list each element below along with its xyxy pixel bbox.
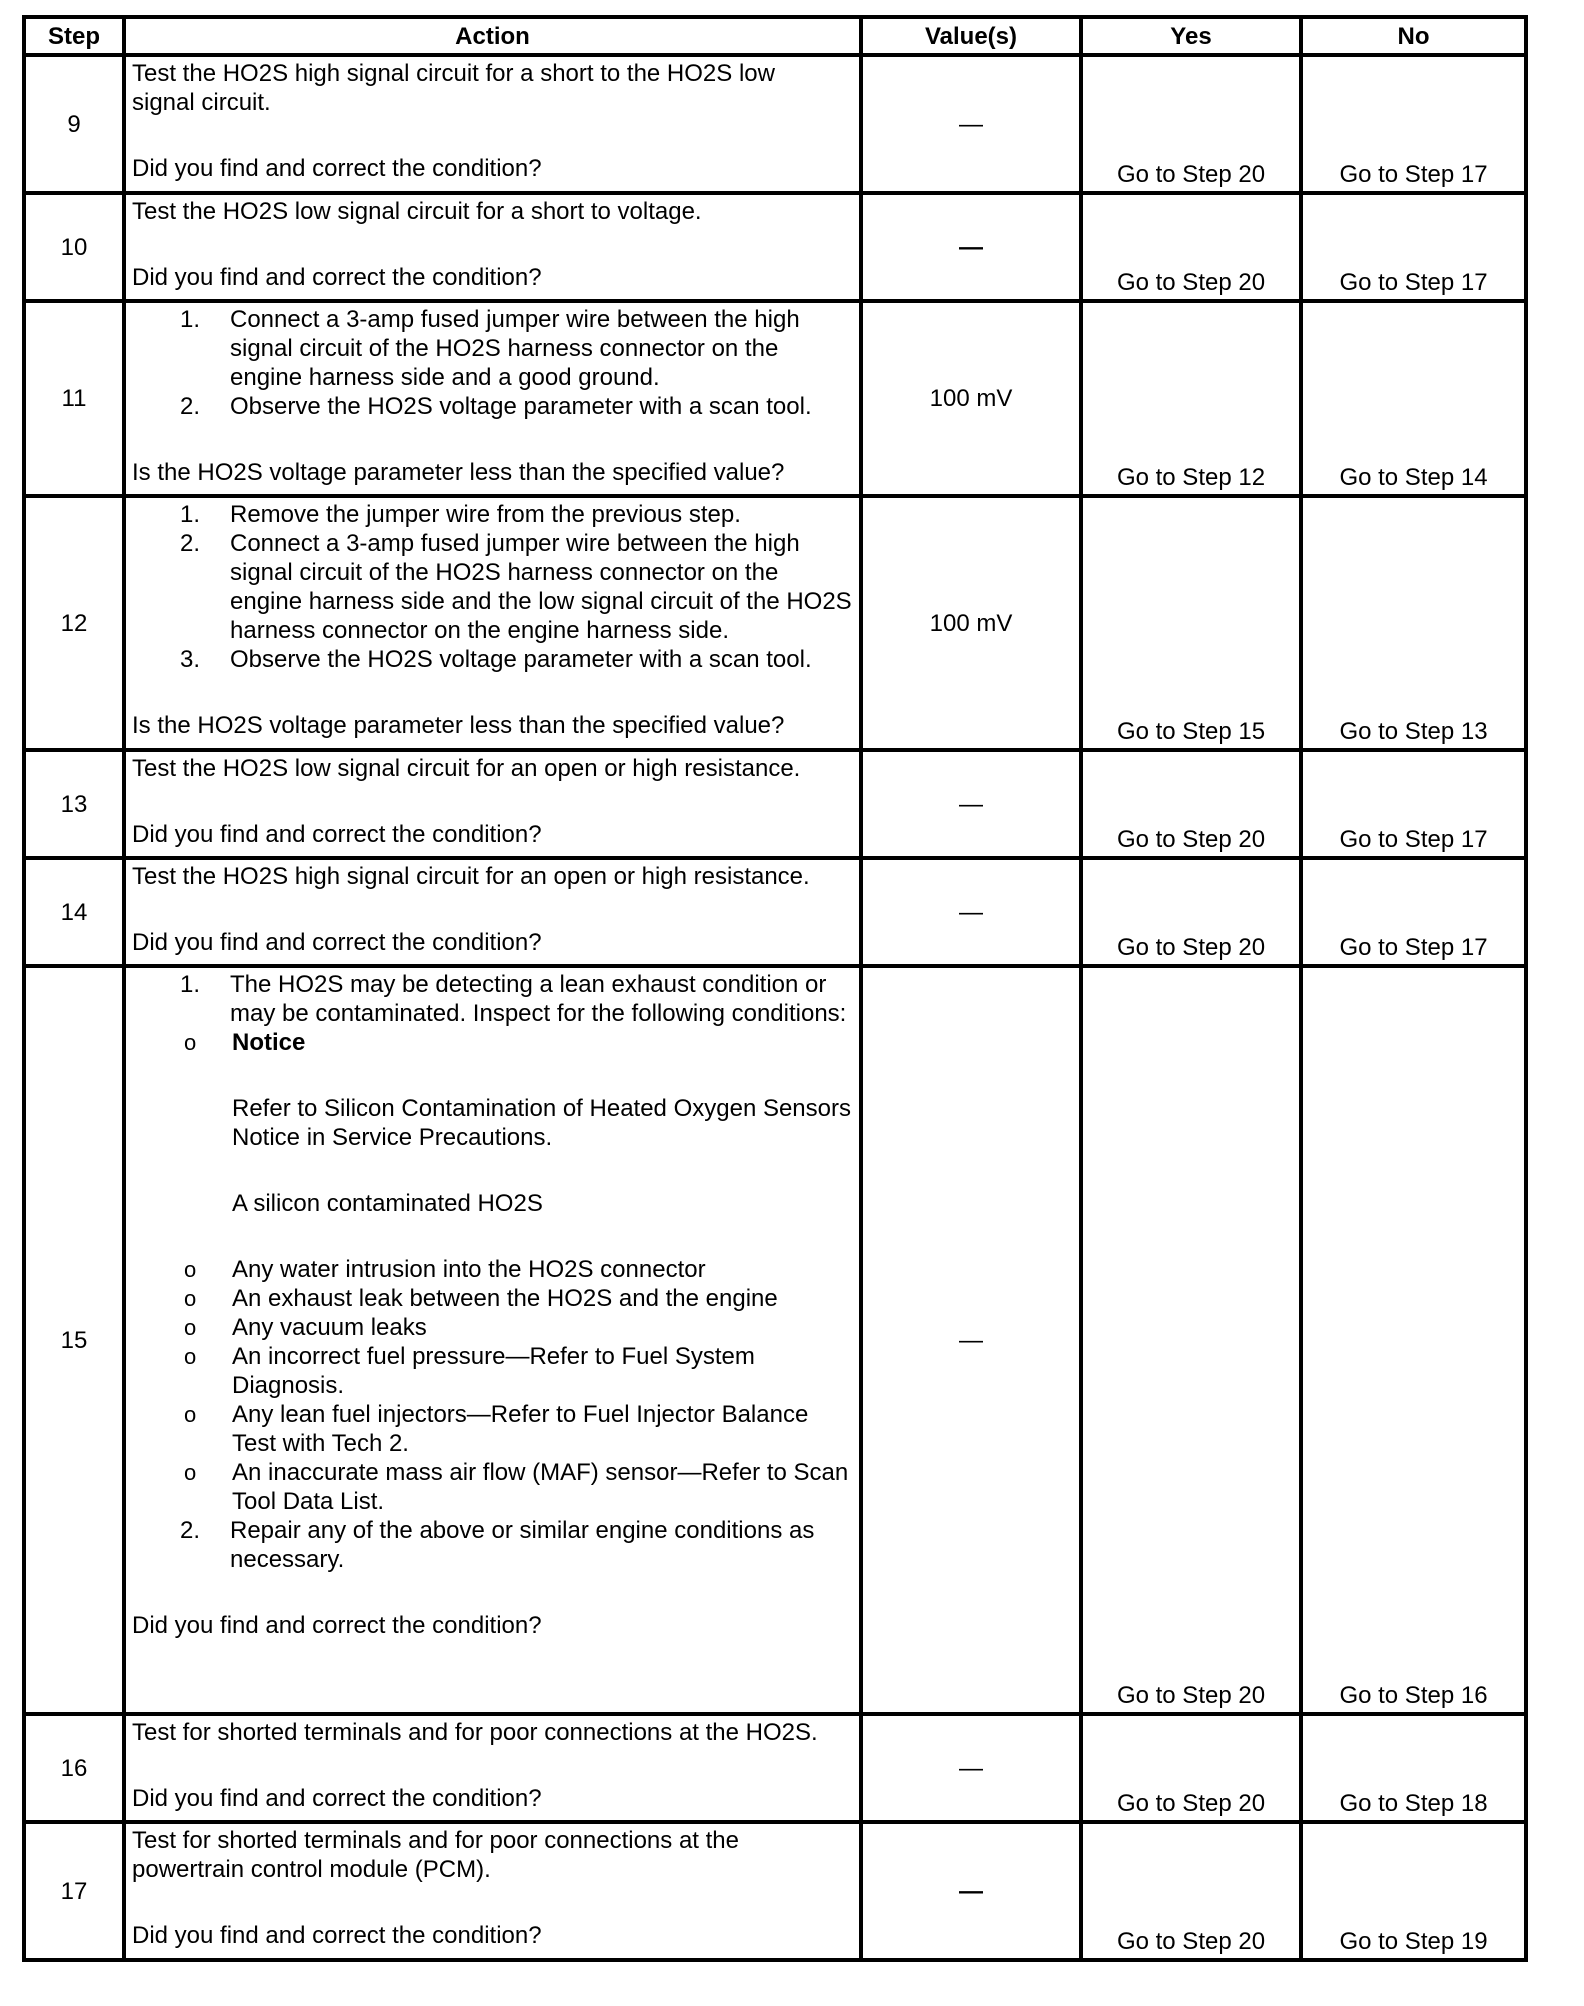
no-cell: Go to Step 14 [1301, 301, 1526, 496]
yes-cell: Go to Step 20 [1081, 1822, 1301, 1960]
action-question: Did you find and correct the condition? [132, 929, 542, 956]
header-yes: Yes [1081, 17, 1301, 55]
list-item: o Any vacuum leaks [184, 1314, 427, 1341]
value-cell: — [861, 858, 1081, 966]
table-row-step-16 [24, 1714, 1526, 1822]
action-cell [124, 1822, 861, 1960]
yes-cell: Go to Step 15 [1081, 496, 1301, 750]
header-values: Value(s) [861, 17, 1081, 55]
table-row-step-10 [24, 193, 1526, 301]
procedure-item: 2. Repair any of the above or similar engine conditions as necessary. [180, 1517, 815, 1573]
value-cell: — [861, 750, 1081, 858]
action-question: Did you find and correct the condition? [132, 1785, 542, 1812]
step-number: 12 [24, 496, 124, 750]
action-question: Is the HO2S voltage parameter less than the specified value? [132, 459, 785, 486]
value-cell: — [861, 1714, 1081, 1822]
step-number: 10 [24, 193, 124, 301]
step-number: 11 [24, 301, 124, 496]
value-cell: — [861, 1822, 1081, 1960]
action-cell [124, 301, 861, 496]
header-row [24, 17, 1526, 55]
no-cell: Go to Step 19 [1301, 1822, 1526, 1960]
no-cell: Go to Step 16 [1301, 966, 1526, 1714]
action-text: Test the HO2S low signal circuit for an open or high resistance. [132, 755, 801, 782]
action-cell [124, 750, 861, 858]
list-item: o Any water intrusion into the HO2S connector [184, 1256, 706, 1283]
procedure-list [132, 970, 855, 1574]
notice-item-text: A silicon contaminated HO2S [232, 1190, 543, 1217]
step-number: 9 [24, 55, 124, 193]
no-cell: Go to Step 18 [1301, 1714, 1526, 1822]
value-cell: — [861, 193, 1081, 301]
notice-text: Refer to Silicon Contamination of Heated Oxygen Sensors Notice in Service Precautions. [232, 1095, 851, 1151]
yes-cell: Go to Step 20 [1081, 193, 1301, 301]
action-cell [124, 193, 861, 301]
header-action: Action [124, 17, 861, 55]
list-item: o An exhaust leak between the HO2S and the engine [184, 1285, 778, 1312]
notice-item: o Notice Refer to Silicon Contamination of Heated Oxygen Sensors Notice in Service Precautions. A silicon contaminated HO2S [132, 1028, 855, 1255]
yes-cell: Go to Step 20 [1081, 750, 1301, 858]
yes-cell: Go to Step 20 [1081, 858, 1301, 966]
table-row-step-12 [24, 496, 1526, 750]
step-number: 14 [24, 858, 124, 966]
action-cell [124, 496, 861, 750]
table-row-step-13 [24, 750, 1526, 858]
header-no: No [1301, 17, 1526, 55]
no-cell: Go to Step 17 [1301, 193, 1526, 301]
no-cell: Go to Step 17 [1301, 750, 1526, 858]
table-row-step-17 [24, 1822, 1526, 1960]
action-text: Test the HO2S low signal circuit for a short to voltage. [132, 198, 702, 225]
action-text: Test for shorted terminals and for poor connections at the HO2S. [132, 1719, 818, 1746]
diagnostic-table [22, 15, 1528, 1962]
action-cell [124, 858, 861, 966]
action-question: Did you find and correct the condition? [132, 1612, 542, 1639]
action-question: Did you find and correct the condition? [132, 821, 542, 848]
table-row-step-14 [24, 858, 1526, 966]
action-text: Test the HO2S high signal circuit for a short to the HO2S low signal circuit. [132, 60, 775, 116]
procedure-item: 2. Observe the HO2S voltage parameter with a scan tool. [180, 393, 812, 420]
list-item: o Any lean fuel injectors—Refer to Fuel Injector Balance Test with Tech 2. [184, 1401, 809, 1457]
step-number: 13 [24, 750, 124, 858]
procedure-item: 1. The HO2S may be detecting a lean exhaust condition or may be contaminated. Inspect for the following conditions: o Notice Refer to Silicon Contamination of Heated Oxygen Sensors Notice in Service Precautions. A silicon contaminated HO2S o Any water intrusion into the HO2S connector o An exhaust leak between the HO2S and the engine o Any vacuum leaks o An incorrect fuel pressure—Refer to Fuel System Diagnosis. o Any lean fuel injectors—Refer to Fuel Injector Balance Test with Tech 2. o An inaccurate mass air flow (MAF) sensor—Refer to Scan Tool Data List. [132, 970, 855, 1516]
value-cell: — [861, 55, 1081, 193]
action-cell [124, 966, 861, 1714]
table-row-step-11 [24, 301, 1526, 496]
value-cell: 100 mV [861, 301, 1081, 496]
condition-list [132, 1028, 855, 1516]
list-item: o An inaccurate mass air flow (MAF) sensor—Refer to Scan Tool Data List. [184, 1459, 849, 1515]
notice-title: Notice [232, 1029, 306, 1056]
yes-cell: Go to Step 20 [1081, 1714, 1301, 1822]
header-step: Step [24, 17, 124, 55]
action-question: Did you find and correct the condition? [132, 264, 542, 291]
step-number: 17 [24, 1822, 124, 1960]
no-cell: Go to Step 17 [1301, 858, 1526, 966]
action-text: Test for shorted terminals and for poor connections at the powertrain control module (PCM). [132, 1827, 739, 1883]
procedure-item: 1. Connect a 3-amp fused jumper wire between the high signal circuit of the HO2S harness connector on the engine harness side and a good ground. [180, 306, 800, 391]
table-row-step-9 [24, 55, 1526, 193]
step-number: 16 [24, 1714, 124, 1822]
action-question: Did you find and correct the condition? [132, 1922, 542, 1949]
procedure-list [132, 305, 855, 421]
procedure-item: 3. Observe the HO2S voltage parameter with a scan tool. [180, 646, 812, 673]
list-item: o An incorrect fuel pressure—Refer to Fuel System Diagnosis. [184, 1343, 755, 1399]
yes-cell: Go to Step 20 [1081, 966, 1301, 1714]
table-row-step-15 [24, 966, 1526, 1714]
action-question: Did you find and correct the condition? [132, 155, 542, 182]
value-cell: — [861, 966, 1081, 1714]
procedure-item: 1. Remove the jumper wire from the previous step. [180, 501, 741, 528]
action-cell [124, 1714, 861, 1822]
no-cell: Go to Step 13 [1301, 496, 1526, 750]
yes-cell: Go to Step 12 [1081, 301, 1301, 496]
action-text: Test the HO2S high signal circuit for an open or high resistance. [132, 863, 810, 890]
action-cell [124, 55, 861, 193]
procedure-item: 2. Connect a 3-amp fused jumper wire between the high signal circuit of the HO2S harness connector on the engine harness side and the low signal circuit of the HO2S harness connector on the engine harness side. [180, 530, 852, 644]
yes-cell: Go to Step 20 [1081, 55, 1301, 193]
procedure-list [132, 500, 855, 674]
action-question: Is the HO2S voltage parameter less than the specified value? [132, 712, 785, 739]
value-cell: 100 mV [861, 496, 1081, 750]
no-cell: Go to Step 17 [1301, 55, 1526, 193]
step-number: 15 [24, 966, 124, 1714]
